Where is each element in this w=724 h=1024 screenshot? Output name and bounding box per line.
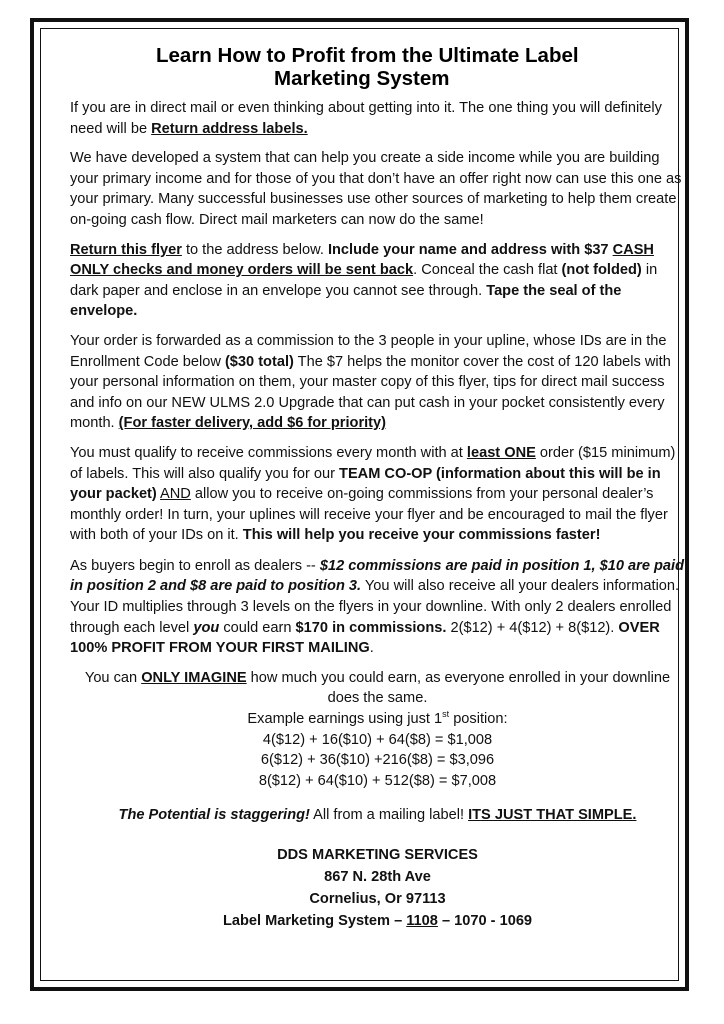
just-that-simple-text: ITS JUST THAT SIMPLE. (468, 807, 637, 824)
imagine-paragraph: You can ONLY IMAGINE how much you could earn, as everyone enrolled in your downline does the same. (84, 669, 671, 707)
170-commissions-text: $170 in commissions. (295, 619, 447, 636)
first-id: 1108 (406, 913, 438, 929)
example-heading: Example earnings using just 1st position: (247, 709, 508, 728)
mailing-address (70, 844, 685, 932)
example-line-1: 4($12) + 16($10) + 64($8) = $1,008 (262, 731, 493, 748)
team-coop-text: TEAM CO-OP (information about this will be in your packet) (70, 465, 661, 503)
commissions-faster-text: This will help you receive your commissions faster! (242, 527, 601, 544)
imagine-block (70, 668, 685, 792)
faster-delivery-text: (For faster delivery, add $6 for priority) (118, 415, 387, 432)
cash-only-text: CASH ONLY checks and money orders will be sent back (70, 241, 654, 279)
order-instructions-paragraph: Return this flyer to the address below. Include your name and address with $37 CASH ONLY checks and money orders will be sent back. Conceal the cash flat (not folded) in dark paper and enclose in an envelope you cannot see through. Tape the seal of the envelope. (70, 241, 658, 320)
page-title (70, 44, 685, 90)
you-text: you (193, 619, 220, 636)
intro-paragraph (70, 98, 685, 139)
qualify-paragraph: You must qualify to receive commissions every month with at least ONE order ($15 minimum) of labels. This will also qualify you for our TEAM CO-OP (information about this will be in your packet) AND allow you to receive on-going commissions from your personal dealer’s monthly order! In turn, your uplines will receive your flyer and be encouraged to mail the flyer with both of your IDs on it. This will help you receive your commissions faster! (70, 444, 676, 544)
flyer-content (70, 44, 685, 932)
intro-text: If you are in direct mail or even thinking about getting into it. The one thing you will definitely need will be (70, 100, 662, 137)
earnings-paragraph: As buyers begin to enroll as dealers -- $12 commissions are paid in position 1, $10 are paid in position 2 and $8 are paid to position 3. You will also receive all your dealers information. Your ID multiplies through 3 levels on the flyers in your downline. With only 2 dealers enrolled through each level you could earn $170 in commissions. 2($12) + 4($12) + 8($12). OVER 100% PROFIT FROM YOUR FIRST MAILING. (70, 557, 685, 657)
tape-seal-text: Tape the seal of the envelope. (70, 282, 622, 320)
company-name: DDS MARKETING SERVICES (277, 847, 478, 863)
street-address: 867 N. 28th Ave (324, 869, 431, 885)
only-imagine-text: ONLY IMAGINE (141, 669, 247, 686)
position-commissions-text: $12 commissions are paid in position 1, $10 are paid in position 2 and $8 are paid to position 3. (70, 557, 685, 595)
least-one-text: least ONE (466, 444, 536, 461)
enrollment-code: Label Marketing System – 1108 – 1070 - 1069 (222, 913, 533, 929)
example-line-3: 8($12) + 64($10) + 512($8) = $7,008 (258, 772, 497, 789)
title-line-2: Marketing System (274, 67, 450, 90)
staggering-text: The Potential is staggering! (118, 807, 310, 824)
system-paragraph: We have developed a system that can help you create a side income while you are building your primary income and for those of you that don’t have an offer right now can use this one as your primary. Many successful businesses use other sources of marketing to help them create on-going cash flow. Direct mail marketers can now do the same! (70, 150, 682, 228)
not-folded-text: (not folded) (561, 262, 642, 279)
city-state-zip: Cornelius, Or 97113 (309, 891, 446, 907)
profit-text: OVER 100% PROFIT FROM YOUR FIRST MAILING (70, 619, 660, 657)
commission-paragraph: Your order is forwarded as a commission to the 3 people in your upline, whose IDs are in the Enrollment Code below ($30 total) The $7 helps the monitor cover the cost of 120 labels with your personal information on them, your master copy of this flyer, tips for direct mail success and info on our NEW ULMS 2.0 Upgrade that can put cash in your pocket consistently every month. (For faster delivery, add $6 for priority) (70, 332, 671, 432)
return-labels-text: Return address labels. (151, 120, 308, 137)
return-flyer-text: Return this flyer (70, 241, 182, 258)
example-line-2: 6($12) + 36($10) +216($8) = $3,096 (260, 752, 495, 769)
potential-line: The Potential is staggering! All from a mailing label! ITS JUST THAT SIMPLE. (118, 807, 637, 824)
title-line-1: Learn How to Profit from the Ultimate Label (156, 44, 579, 67)
thirty-total-text: ($30 total) (224, 353, 294, 370)
and-text: AND (160, 486, 191, 503)
include-name-text: Include your name and address with $37 (327, 241, 613, 258)
